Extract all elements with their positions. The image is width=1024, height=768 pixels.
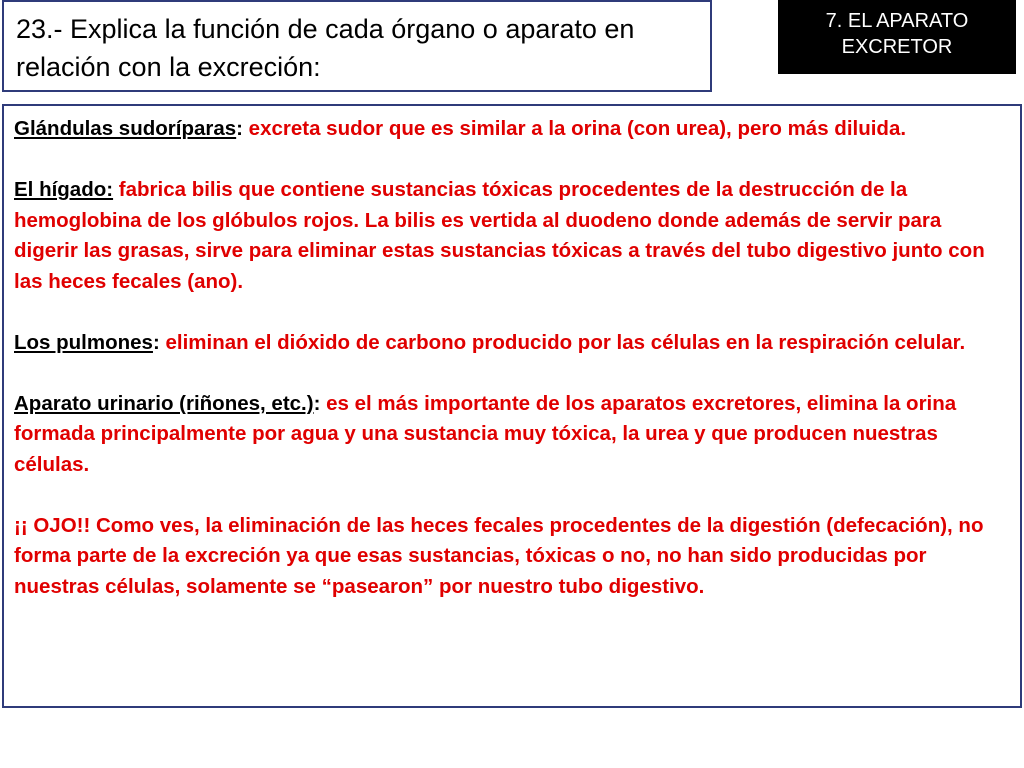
section-higado: [14, 175, 1010, 297]
section-term: Aparato urinario (riñones, etc.): [14, 391, 314, 415]
section-separator: :: [313, 391, 321, 415]
warning-note: ¡¡ OJO!! Como ves, la eliminación de las heces fecales procedentes de la digestión (defecación), no forma parte de la excreción ya que esas sustancias, tóxicas o no, no han sido producidas por nuestras células, solamente se “pasearon” por nuestro tubo digestivo.: [14, 513, 984, 598]
section-term: Glándulas sudoríparas: [14, 117, 237, 140]
section-glandulas: [14, 114, 1010, 145]
section-badge: [778, 0, 1016, 74]
section-separator: :: [152, 330, 160, 354]
badge-line-1: 7. EL APARATO: [825, 10, 969, 32]
section-description: excreta sudor que es similar a la orina (con urea), pero más diluida.: [242, 117, 907, 140]
page-title: 23.- Explica la función de cada órgano o aparato en relación con la excreción:: [16, 14, 635, 82]
title-box: [2, 0, 712, 92]
section-separator: :: [236, 117, 243, 140]
section-description: eliminan el dióxido de carbono producido por las células en la respiración celular.: [159, 330, 966, 354]
content-box: [2, 104, 1022, 708]
section-aparato-urinario: [14, 389, 1010, 481]
section-pulmones: [14, 328, 1010, 359]
section-term: Los pulmones: [14, 330, 153, 354]
section-description: es el más importante de los aparatos excretores, elimina la orina formada principalmente por agua y una sustancia muy tóxica, la urea y que producen nuestras células.: [14, 391, 957, 476]
section-description: fabrica bilis que contiene sustancias tóxicas procedentes de la destrucción de la hemoglobina de los glóbulos rojos. La bilis es vertida al duodeno donde además de servir para digerir las grasas, sirve para eliminar estas sustancias tóxicas a través del tubo digestivo junto con las heces fecales (ano).: [14, 178, 985, 293]
section-term: El hígado:: [14, 178, 114, 201]
badge-line-2: EXCRETOR: [841, 36, 953, 58]
